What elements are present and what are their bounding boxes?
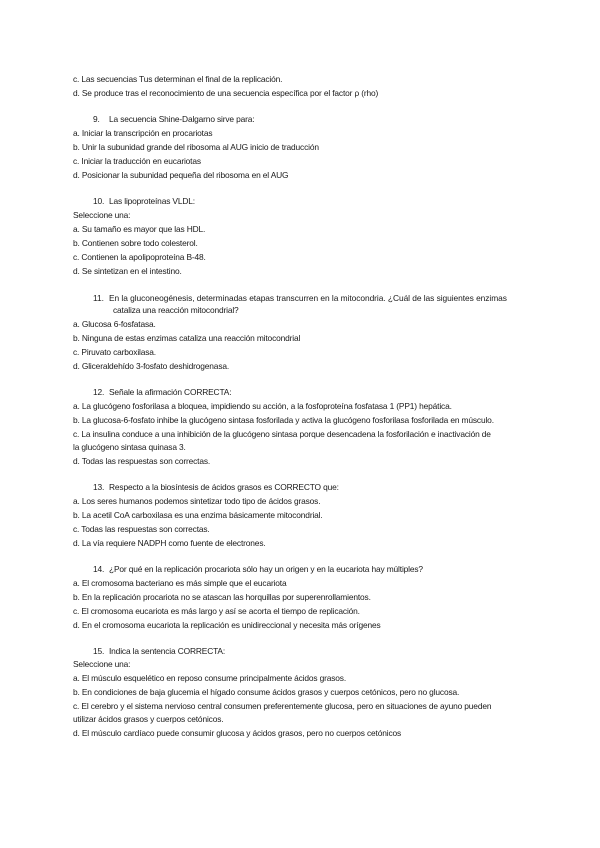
option-line: la glucógeno sintasa quinasa 3. xyxy=(73,442,186,452)
option-line: b. Unir la subunidad grande del ribosoma al AUG inicio de traducción xyxy=(73,142,319,152)
question-13 xyxy=(93,482,534,493)
question-number: 11. xyxy=(93,293,104,303)
option-line: c. El cromosoma eucariota es más largo y así se acorta el tiempo de replicación. xyxy=(73,606,360,616)
option-line: d. Todas las respuestas son correctas. xyxy=(73,456,211,466)
option-line: a. El músculo esquelético en reposo consume principalmente ácidos grasos. xyxy=(73,673,347,683)
option-line: d. Se sintetizan en el intestino. xyxy=(73,266,182,276)
option-line: c. Piruvato carboxilasa. xyxy=(73,347,156,357)
option-line: c. Las secuencias Tus determinan el final de la replicación. xyxy=(73,74,283,84)
option-line: a. La glucógeno fosforilasa a bloquea, impidiendo su acción, a la fosfoproteína fosfatasa 1 (PP1) hepática. xyxy=(73,401,452,411)
option-line: a. Los seres humanos podemos sintetizar todo tipo de ácidos grasos. xyxy=(73,496,321,506)
question-text: Indica la sentencia CORRECTA: xyxy=(109,646,226,656)
question-text: Señale la afirmación CORRECTA: xyxy=(109,387,232,397)
question-text-continued: cataliza una reacción mitocondrial? xyxy=(113,305,239,315)
question-text: Las lipoproteínas VLDL: xyxy=(109,196,195,206)
question-number: 13. xyxy=(93,482,105,492)
question-number: 15. xyxy=(93,646,105,656)
question-prompt: Seleccione una: xyxy=(73,210,131,220)
question-number: 12. xyxy=(93,387,105,397)
option-line: b. En condiciones de baja glucemia el hígado consume ácidos grasos y cuerpos cetónicos, pero no glucosa. xyxy=(73,687,460,697)
option-line: d. Posicionar la subunidad pequeña del ribosoma en el AUG xyxy=(73,170,289,180)
question-text: En la gluconeogénesis, determinadas etapas transcurren en la mitocondria. ¿Cuál de las siguientes enzimas xyxy=(109,293,507,303)
option-line: a. Glucosa 6-fosfatasa. xyxy=(73,319,156,329)
option-line: b. En la replicación procariota no se atascan las horquillas por superenrollamientos. xyxy=(73,592,371,602)
option-line: a. El cromosoma bacteriano es más simple que el eucariota xyxy=(73,578,287,588)
option-line: a. Iniciar la transcripción en procariotas xyxy=(73,128,213,138)
question-11 xyxy=(93,293,534,304)
option-line: d. Gliceraldehído 3-fosfato deshidrogenasa. xyxy=(73,361,230,371)
question-10 xyxy=(93,196,534,207)
option-line: d. En el cromosoma eucariota la replicación es unidireccional y necesita más orígenes xyxy=(73,620,381,630)
option-line: utilizar ácidos grasos y cuerpos cetónicos. xyxy=(73,714,224,724)
question-12 xyxy=(93,387,534,398)
option-line: c. El cerebro y el sistema nervioso central consumen preferentemente glucosa, pero en situaciones de ayuno pueden xyxy=(73,701,492,711)
question-14 xyxy=(93,564,534,575)
option-line: b. Ninguna de estas enzimas cataliza una reacción mitocondrial xyxy=(73,333,301,343)
option-line: b. La acetil CoA carboxilasa es una enzima básicamente mitocondrial. xyxy=(73,510,323,520)
question-prompt: Seleccione una: xyxy=(73,659,131,669)
option-line: b. Contienen sobre todo colesterol. xyxy=(73,238,198,248)
option-line: c. Todas las respuestas son correctas. xyxy=(73,524,210,534)
question-number: 9. xyxy=(93,114,100,124)
option-line: c. La insulina conduce a una inhibición de la glucógeno sintasa porque desencadena la fosforilación e inactivación de xyxy=(73,429,491,439)
option-line: a. Su tamaño es mayor que las HDL. xyxy=(73,224,206,234)
question-number: 10. xyxy=(93,196,105,206)
question-9 xyxy=(93,114,534,125)
option-line: c. Iniciar la traducción en eucariotas xyxy=(73,156,201,166)
question-text: La secuencia Shine-Dalgarno sirve para: xyxy=(109,114,255,124)
question-text: Respecto a la biosíntesis de ácidos grasos es CORRECTO que: xyxy=(109,482,339,492)
question-15 xyxy=(93,646,534,657)
question-text: ¿Por qué en la replicación procariota sólo hay un origen y en la eucariota hay múltiples? xyxy=(109,564,423,574)
question-number: 14. xyxy=(93,564,105,574)
option-line: d. Se produce tras el reconocimiento de una secuencia específica por el factor ρ (rho) xyxy=(73,88,379,98)
option-line: d. La vía requiere NADPH como fuente de electrones. xyxy=(73,538,266,548)
option-line: c. Contienen la apolipoproteína B-48. xyxy=(73,252,206,262)
option-line: b. La glucosa-6-fosfato inhibe la glucógeno sintasa fosforilada y activa la glucógeno fosforilasa fosforilada en músculo. xyxy=(73,415,494,425)
option-line: d. El músculo cardíaco puede consumir glucosa y ácidos grasos, pero no cuerpos cetónicos xyxy=(73,728,402,738)
